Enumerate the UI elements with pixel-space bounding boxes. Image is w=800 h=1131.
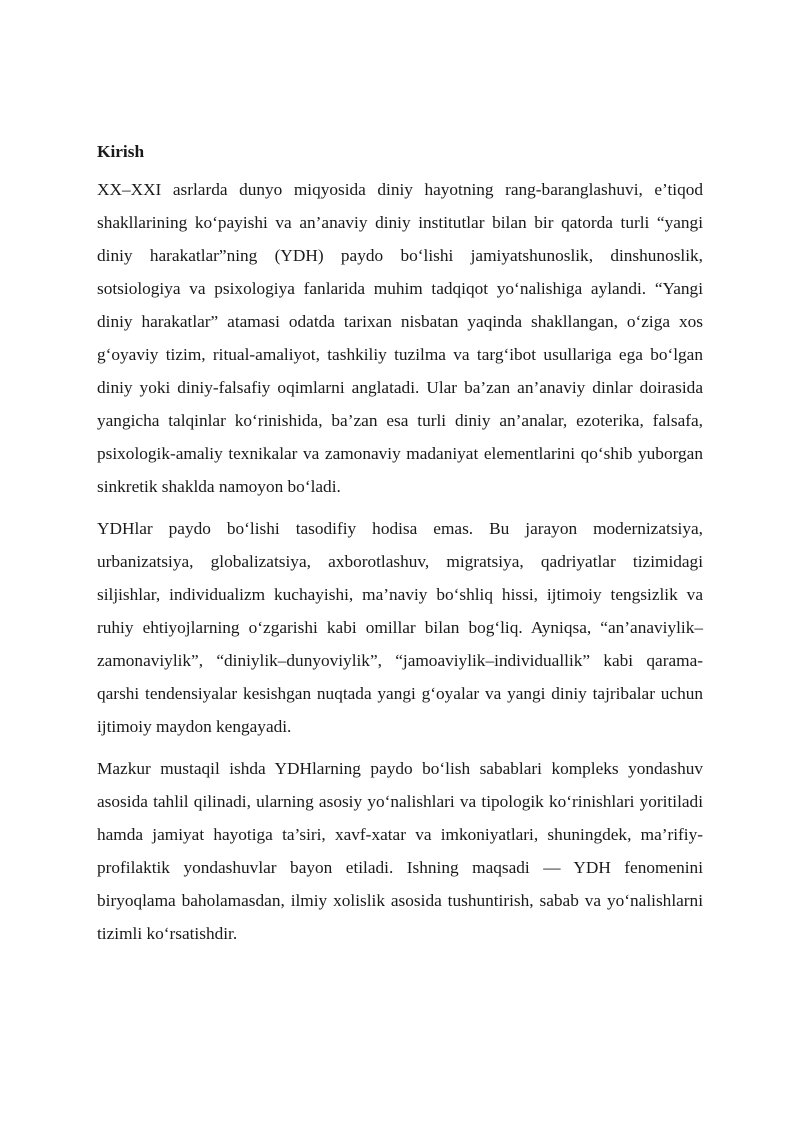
section-heading: Kirish: [97, 142, 145, 161]
paragraph-3: Mazkur mustaqil ishda YDHlarning paydo bo‘lish sabablari kompleks yondashuv asosida tahlil qilinadi, ularning asosiy yo‘nalishlari va tipologik ko‘rinishlari yoritiladi hamda jamiyat hayotiga ta’siri, xavf-xatar va imkoniyatlari, shuningdek, ma’rifiy-profilaktik yondashuvlar bayon etiladi. Ishning maqsadi — YDH fenomenini biryoqlama baholamasdan, ilmiy xolislik asosida tushuntirish, sabab va yo‘nalishlarni tizimli ko‘rsatishdir.: [97, 759, 703, 943]
paragraph-2: YDHlar paydo bo‘lishi tasodifiy hodisa emas. Bu jarayon modernizatsiya, urbanizatsiya, globalizatsiya, axborotlashuv, migratsiya, qadriyatlar tizimidagi siljishlar, individualizm kuchayishi, ma’naviy bo‘shliq hissi, ijtimoiy tengsizlik va ruhiy ehtiyojlarning o‘zgarishi kabi omillar bilan bog‘liq. Ayniqsa, “an’anaviylik–zamonaviylik”, “diniylik–dunyoviylik”, “jamoaviylik–individuallik” kabi qarama-qarshi tendensiyalar kesishgan nuqtada yangi g‘oyalar va yangi diniy tajribalar uchun ijtimoiy maydon kengayadi.: [97, 519, 703, 736]
document-body: [97, 138, 703, 959]
paragraph-1: XX–XXI asrlarda dunyo miqyosida diniy hayotning rang-baranglashuvi, e’tiqod shakllarining ko‘payishi va an’anaviy diniy institutlar bilan bir qatorda turli “yangi diniy harakatlar”ning (YDH) paydo bo‘lishi jamiyatshunoslik, dinshunoslik, sotsiologiya va psixologiya fanlarida muhim tadqiqot yo‘nalishiga aylandi. “Yangi diniy harakatlar” atamasi odatda tarixan nisbatan yaqinda shakllangan, o‘ziga xos g‘oyaviy tizim, ritual-amaliyot, tashkiliy tuzilma va targ‘ibot usullariga ega bo‘lgan diniy yoki diniy-falsafiy oqimlarni anglatadi. Ular ba’zan an’anaviy dinlar doirasida yangicha talqinlar ko‘rinishida, ba’zan esa turli diniy an’analar, ezoterika, falsafa, psixologik-amaliy texnikalar va zamonaviy madaniyat elementlarini qo‘shib yuborgan sinkretik shaklda namoyon bo‘ladi.: [97, 180, 703, 496]
